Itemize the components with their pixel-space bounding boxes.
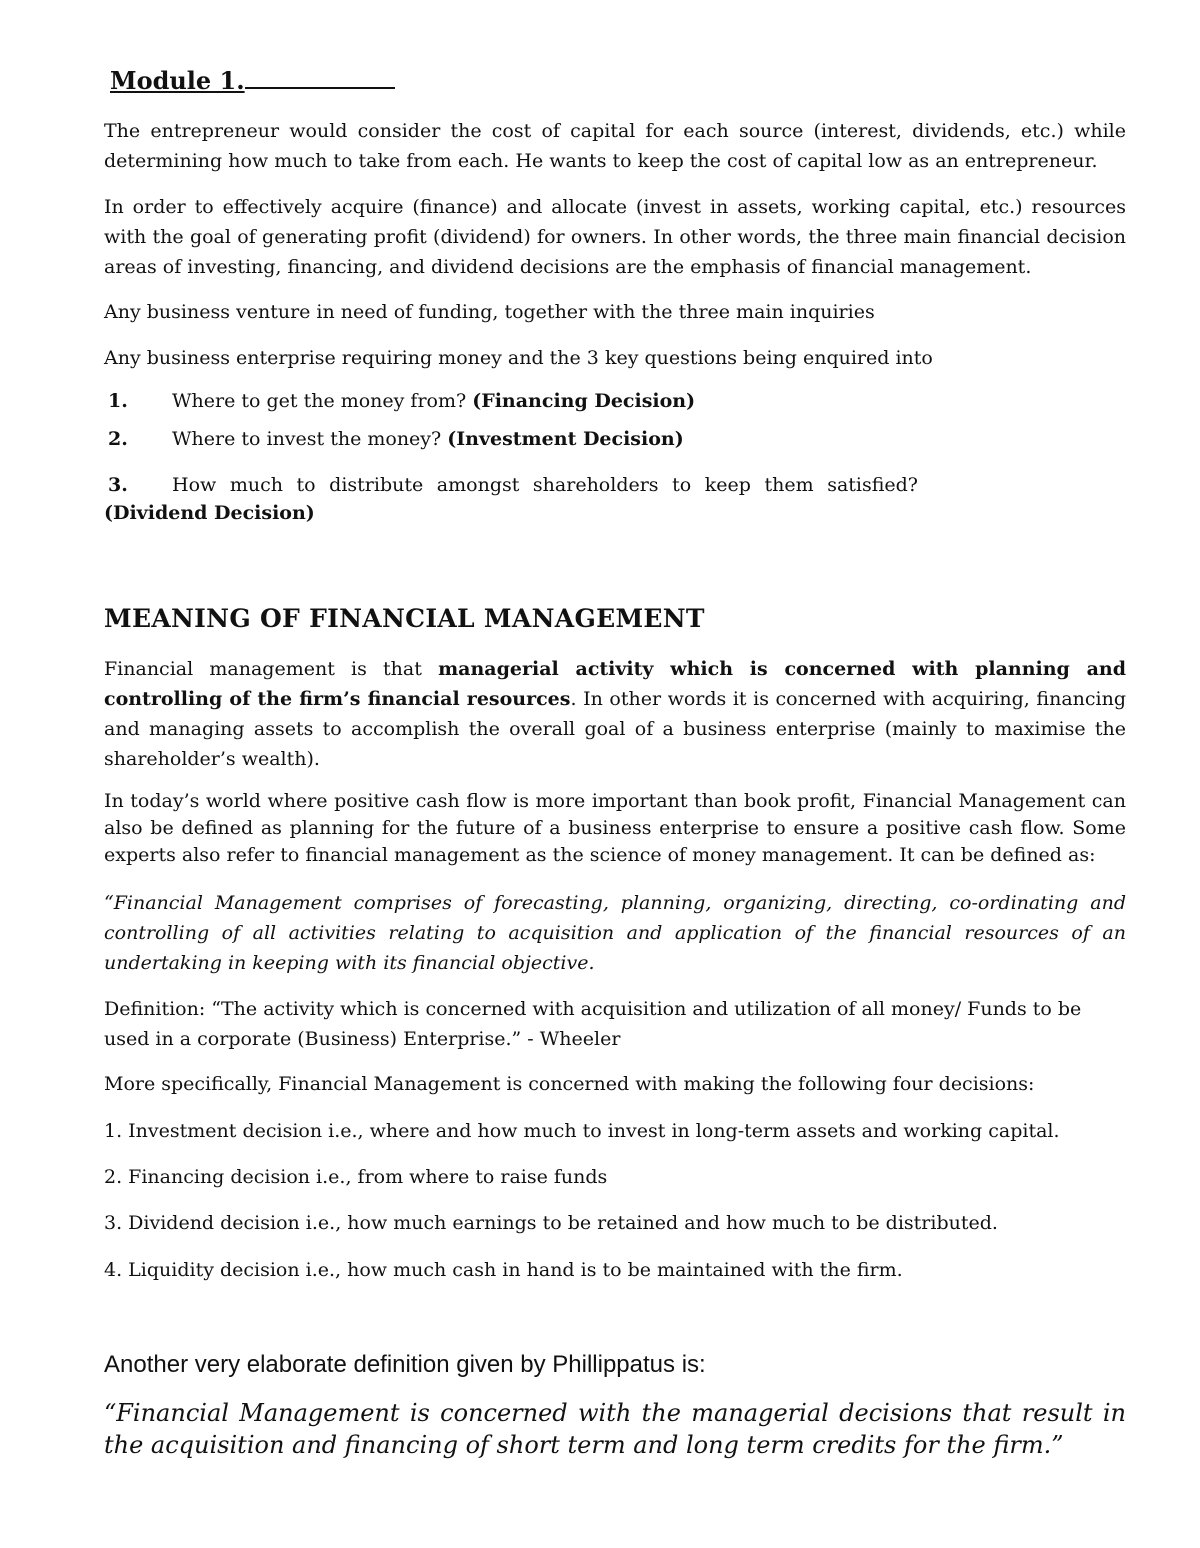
decision-item-1: 1. Investment decision i.e., where and how much to invest in long-term assets and working capital.	[104, 1120, 1060, 1142]
question-3-tag: (Dividend Decision)	[104, 502, 315, 524]
question-3-number: 3.	[108, 474, 128, 496]
question-1-number: 1.	[108, 390, 128, 412]
more-specifically: More specifically, Financial Management is concerned with making the following four decisions:	[104, 1073, 1035, 1095]
quote-forecasting: “Financial Management comprises of forecasting, planning, organizing, directing, co-ordinating and controlling of all activities relating to acquisition and application of the financial resources of an undertaking in keeping with its financial objective.	[104, 892, 1126, 974]
quote-phillippatus: “Financial Management is concerned with the managerial decisions that result in the acquisition and financing of short term and long term credits for the firm.”	[104, 1399, 1126, 1459]
question-3: How much to distribute amongst shareholders to keep them satisfied?	[172, 474, 918, 496]
question-2-number: 2.	[108, 428, 128, 450]
decision-item-3: 3. Dividend decision i.e., how much earnings to be retained and how much to be distributed.	[104, 1212, 998, 1234]
today-paragraph: In today’s world where positive cash flow is more important than book profit, Financial Management can also be defined as planning for the future of a business enterprise to ensure a positive cash flow. Some experts also refer to financial management as the science of money management. It can be defined as:	[104, 790, 1126, 866]
section-heading: MEANING OF FINANCIAL MANAGEMENT	[104, 604, 705, 633]
decision-item-2: 2. Financing decision i.e., from where to raise funds	[104, 1166, 608, 1188]
intro-paragraph-4: Any business enterprise requiring money and the 3 key questions being enquired into	[104, 347, 933, 369]
meaning-paragraph: Financial management is that managerial activity which is concerned with planning and controlling of the firm’s financial resources. In other words it is concerned with acquiring, financing and managing assets to accomplish the overall goal of a business enterprise (mainly to maximise the shareholder’s wealth).	[104, 658, 1127, 770]
phillippatus-intro: Another very elaborate definition given by Phillippatus is:	[104, 1351, 706, 1378]
definition-wheeler: Definition: “The activity which is concerned with acquisition and utilization of all money/ Funds to be used in a corporate (Business) Enterprise.” - Wheeler	[104, 998, 1082, 1050]
intro-paragraph-1: The entrepreneur would consider the cost of capital for each source (interest, dividends, etc.) while determining how much to take from each. He wants to keep the cost of capital low as an entrepreneur.	[104, 120, 1126, 172]
decision-item-4: 4. Liquidity decision i.e., how much cash in hand is to be maintained with the firm.	[104, 1259, 903, 1281]
intro-paragraph-2: In order to effectively acquire (finance) and allocate (invest in assets, working capital, etc.) resources with the goal of generating profit (dividend) for owners. In other words, the three main financial decision areas of investing, financing, and dividend decisions are the emphasis of financial management.	[104, 196, 1126, 278]
intro-paragraph-3: Any business venture in need of funding, together with the three main inquiries	[104, 301, 875, 323]
module-title: Module 1.	[110, 66, 395, 96]
question-2: Where to invest the money? (Investment Decision)	[172, 428, 684, 450]
question-1: Where to get the money from? (Financing Decision)	[172, 390, 696, 412]
title-underline	[245, 67, 395, 89]
